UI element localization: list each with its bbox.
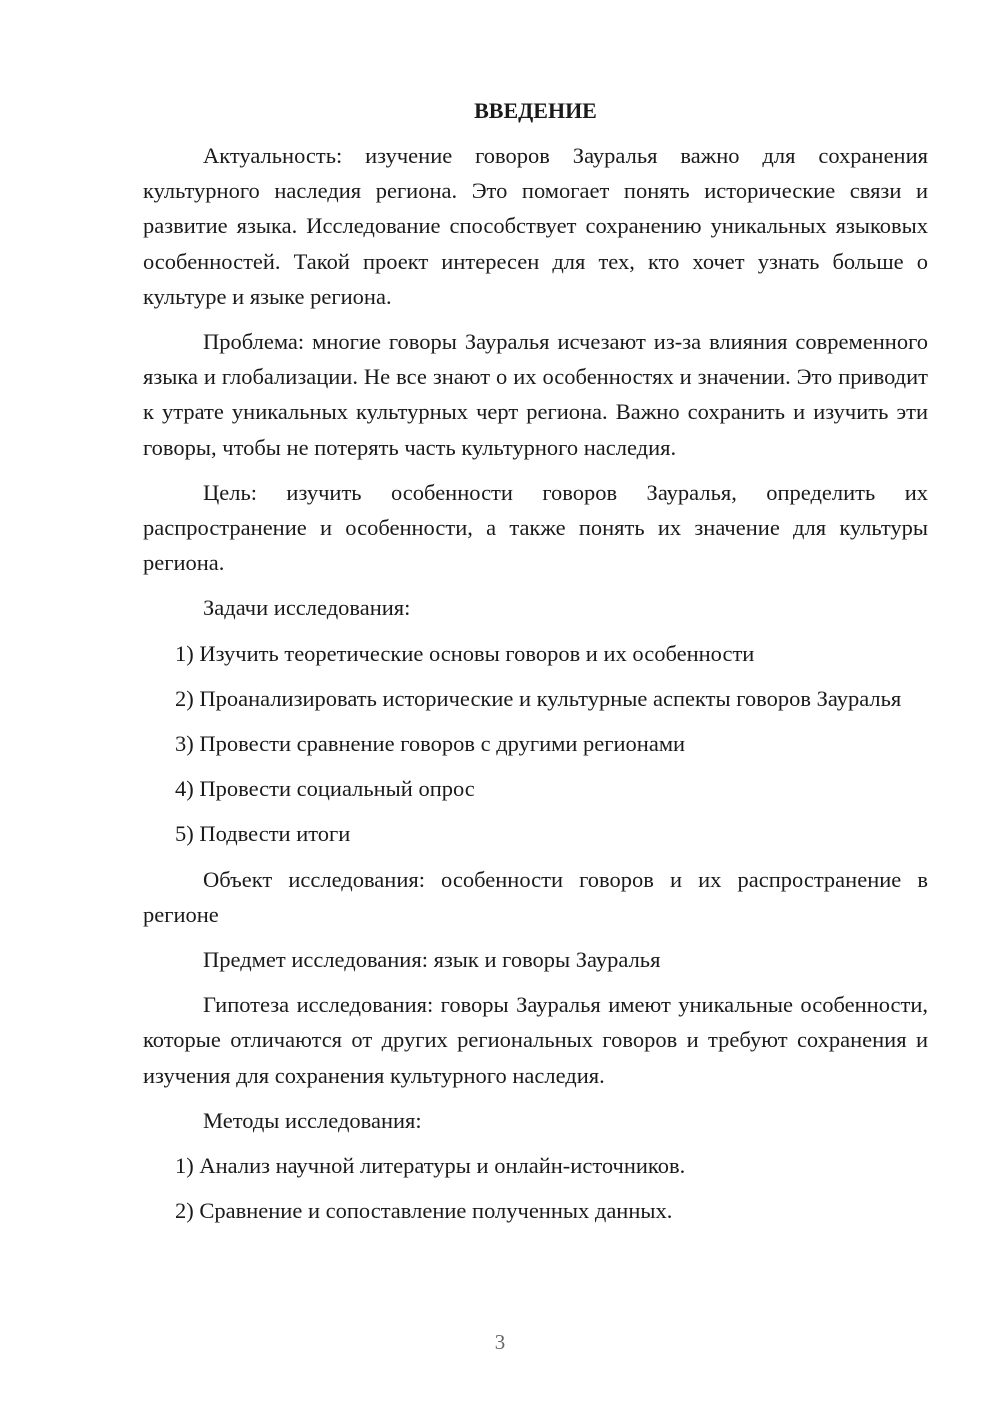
problem-paragraph: Проблема: многие говоры Зауралья исчезают из-за влияния современного языка и глобализации. Не все знают о их особенностях и значении. Это приводит к утрате уникальных культурных черт региона. Важно сохранить и изучить эти говоры, чтобы не потерять часть культурного наследия. xyxy=(143,329,928,460)
task-item-3: 3) Провести сравнение говоров с другими регионами xyxy=(175,731,686,757)
task-item-2: 2) Проанализировать исторические и культурные аспекты говоров Зауралья xyxy=(175,685,902,711)
tasks-heading: Задачи исследования: xyxy=(203,595,411,621)
relevance-paragraph: Актуальность: изучение говоров Зауралья важно для сохранения культурного наследия региона. Это помогает понять исторические связи и развитие языка. Исследование способствует сохранению уникальных языковых особенностей. Такой проект интересен для тех, кто хочет узнать больше о культуре и языке региона. xyxy=(143,143,928,309)
task-item-4: 4) Провести социальный опрос xyxy=(175,776,475,802)
section-title: ВВЕДЕНИЕ xyxy=(474,98,597,123)
object-paragraph: Объект исследования: особенности говоров и их распространение в регионе xyxy=(143,866,928,927)
hypothesis-paragraph: Гипотеза исследования: говоры Зауралья имеют уникальные особенности, которые отличаются от других региональных говоров и требуют сохранения и изучения для сохранения культурного наследия. xyxy=(143,992,928,1088)
page-content xyxy=(143,96,928,1228)
goal-paragraph: Цель: изучить особенности говоров Зауралья, определить их распространение и особенности, а также понять их значение для культуры региона. xyxy=(143,479,928,576)
task-item-1: 1) Изучить теоретические основы говоров и их особенности xyxy=(175,640,755,666)
method-item-2: 2) Сравнение и сопоставление полученных данных. xyxy=(175,1198,673,1224)
task-item-5: 5) Подвести итоги xyxy=(175,821,351,847)
methods-heading: Методы исследования: xyxy=(203,1107,422,1133)
method-item-1: 1) Анализ научной литературы и онлайн-источников. xyxy=(175,1153,686,1179)
subject-paragraph: Предмет исследования: язык и говоры Зауралья xyxy=(203,947,661,973)
page-number: 3 xyxy=(494,1330,506,1354)
